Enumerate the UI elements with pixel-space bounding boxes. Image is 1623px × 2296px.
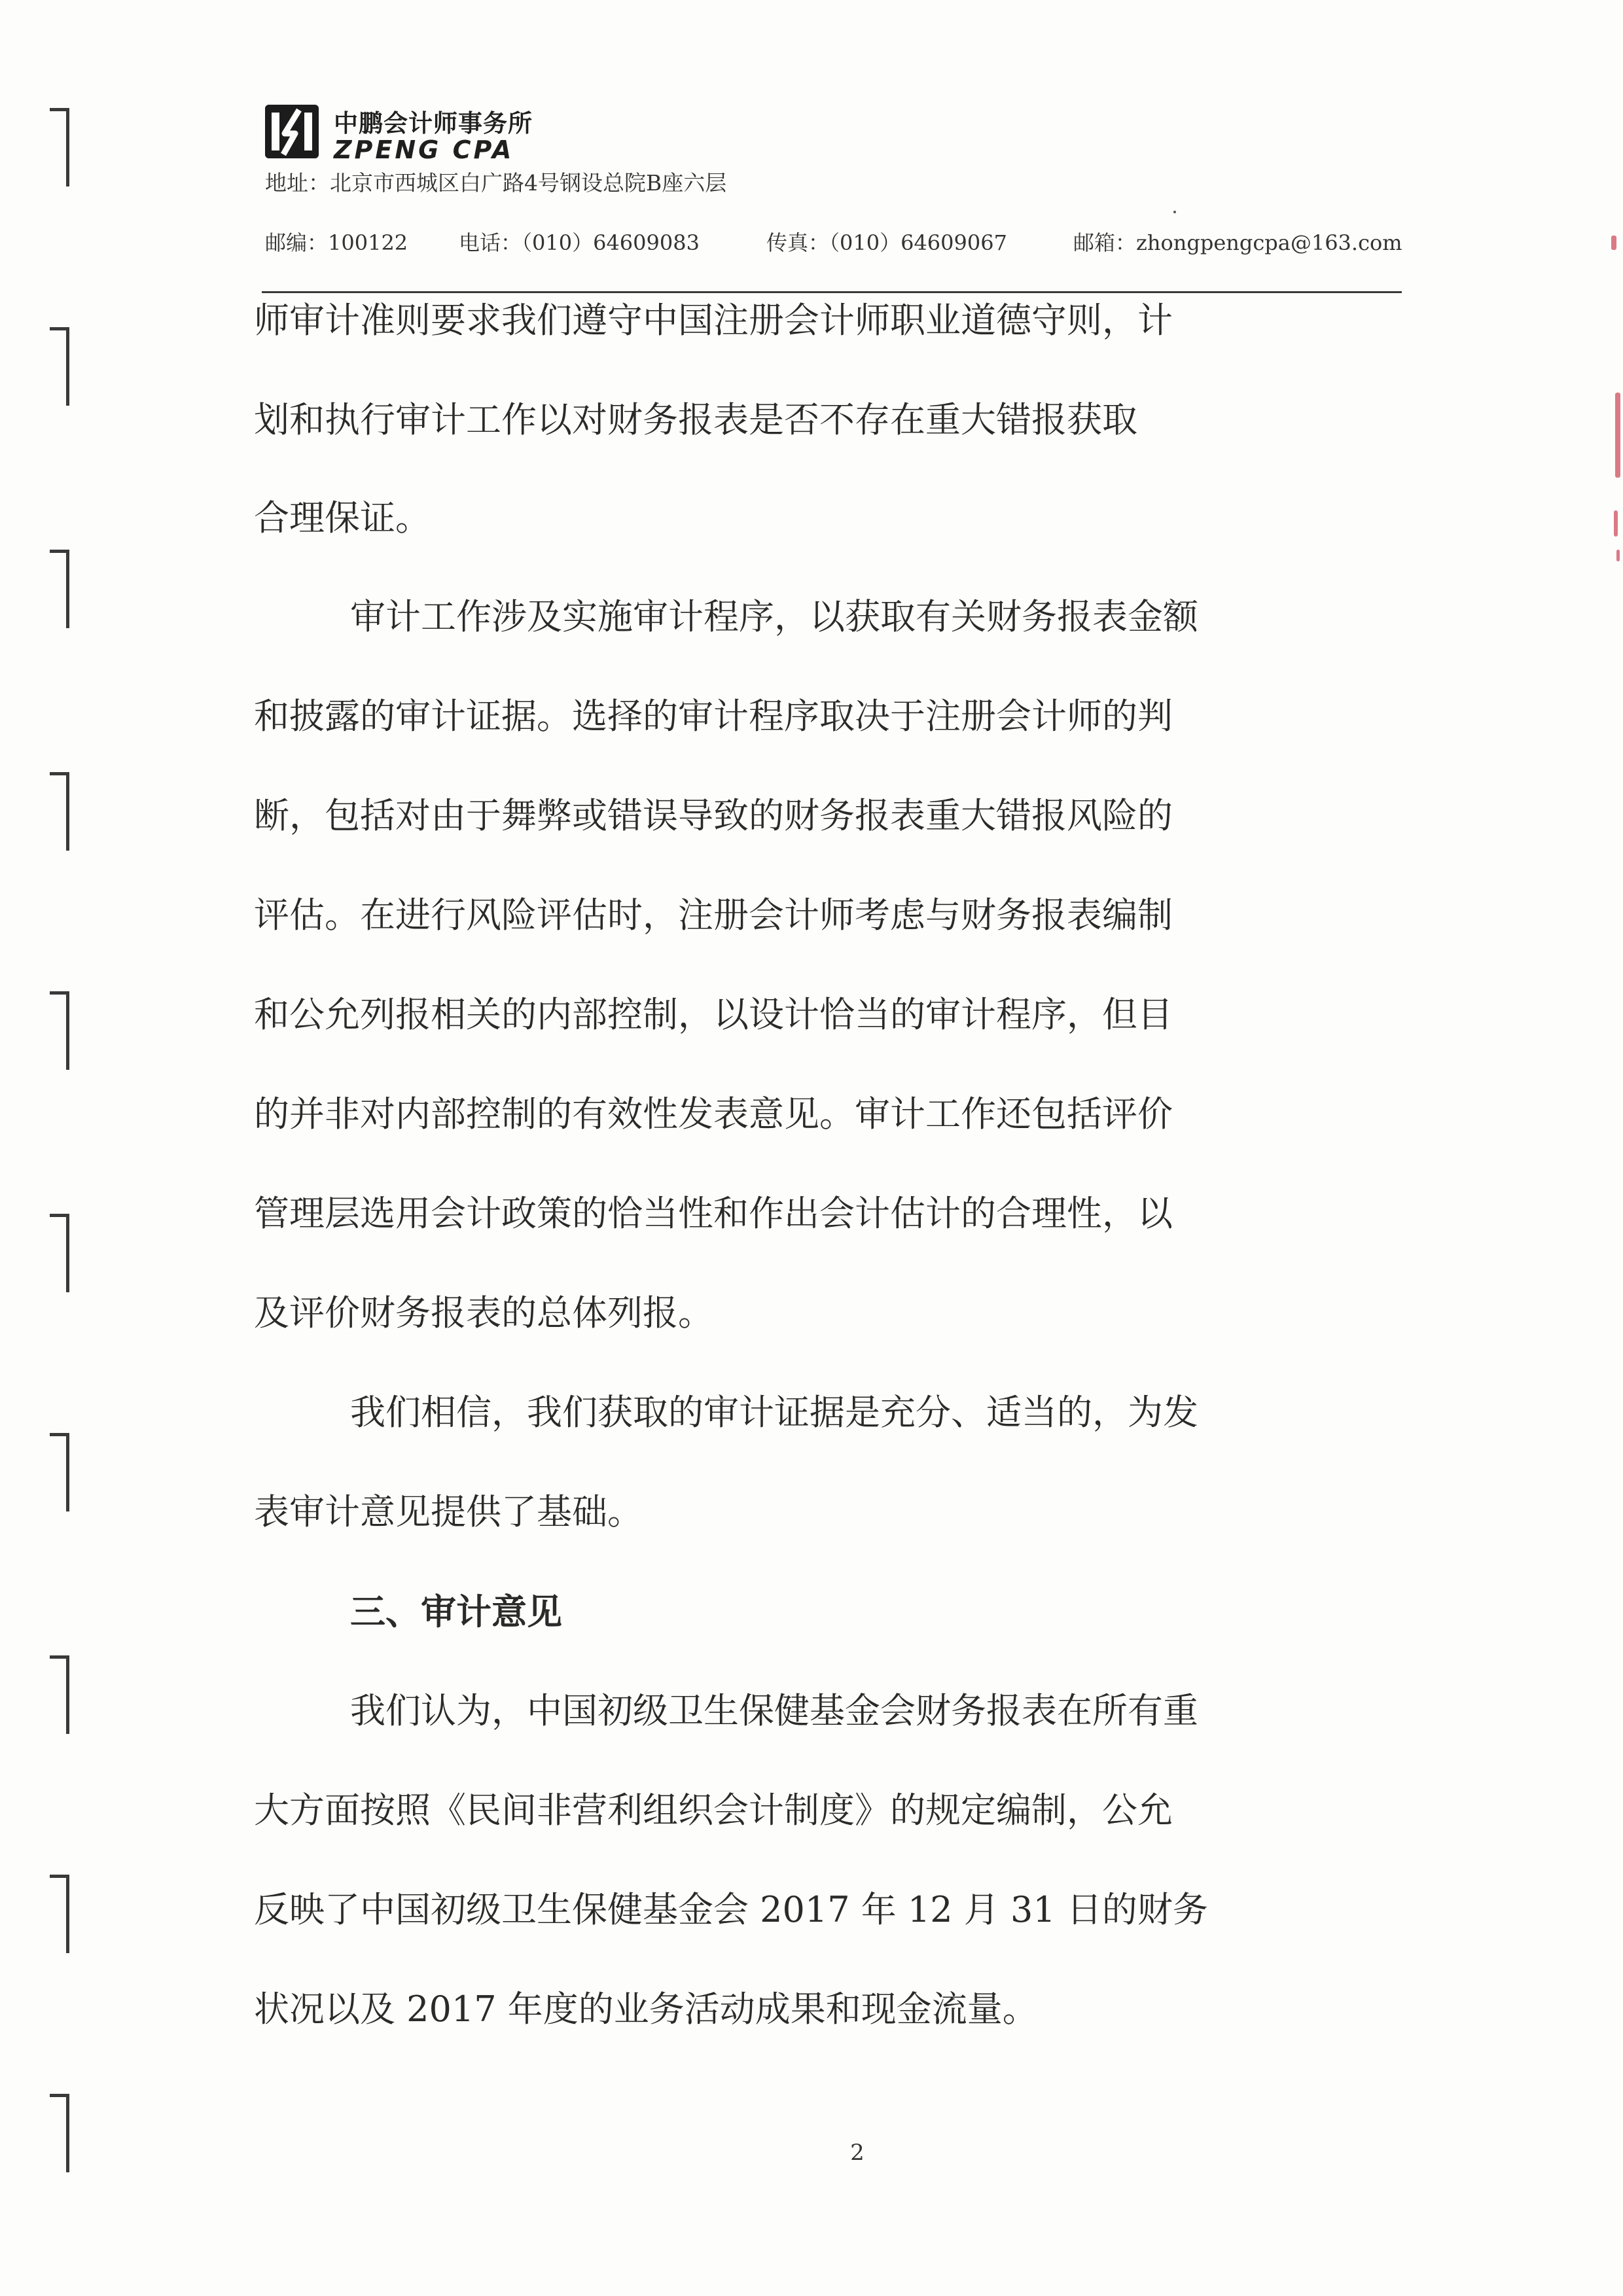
postcode: 邮编：100122 (265, 230, 408, 255)
zpeng-logo-icon (265, 105, 319, 158)
contact-row (265, 226, 1405, 254)
text-line: 划和执行审计工作以对财务报表是否不存在重大错报获取 (254, 399, 1137, 440)
text-line: 断，包括对由于舞弊或错误导致的财务报表重大错报风险的 (254, 795, 1173, 836)
fax-number: 传真：（010）64609067 (766, 230, 1007, 255)
binding-mark (50, 1433, 69, 1511)
seal-speck (1614, 510, 1618, 537)
header-divider (262, 291, 1402, 293)
seal-speck (1611, 236, 1616, 250)
text-line: 我们相信，我们获取的审计证据是充分、适当的，为发 (350, 1392, 1198, 1433)
seal-speck (1615, 393, 1620, 478)
binding-mark (50, 550, 69, 628)
binding-mark (50, 327, 69, 406)
zpeng-logo-icon-graphic (265, 105, 319, 158)
text-line: 大方面按照《民间非营利组织会计制度》的规定编制，公允 (254, 1790, 1173, 1831)
binding-mark (50, 991, 69, 1070)
text-line: 和披露的审计证据。选择的审计程序取决于注册会计师的判 (254, 696, 1173, 737)
text-line: 和公允列报相关的内部控制，以设计恰当的审计程序，但目 (254, 994, 1173, 1035)
binding-mark (50, 1875, 69, 1953)
text-line: 表审计意见提供了基础。 (254, 1491, 643, 1532)
email-address: 邮箱：zhongpengcpa@163.com (1073, 230, 1402, 255)
firm-name-en: ZPENG CPA (334, 135, 514, 164)
binding-mark (50, 2094, 69, 2172)
scan-dot (1173, 211, 1176, 213)
text-line: 管理层选用会计政策的恰当性和作出会计估计的合理性，以 (254, 1193, 1173, 1234)
text-line: 及评价财务报表的总体列报。 (254, 1292, 713, 1333)
text-line: 状况以及 2017 年度的业务活动成果和现金流量。 (254, 1988, 1038, 2030)
text-line: 合理保证。 (254, 497, 431, 539)
firm-address: 地址：北京市西城区白广路4号钢设总院B座六层 (265, 170, 727, 196)
binding-mark (50, 108, 69, 186)
page-number: 2 (850, 2140, 865, 2166)
firm-name-cn: 中鹏会计师事务所 (334, 109, 533, 137)
text-line: 师审计准则要求我们遵守中国注册会计师职业道德守则，计 (254, 300, 1173, 341)
binding-mark (50, 1655, 69, 1734)
text-line: 我们认为，中国初级卫生保健基金会财务报表在所有重 (350, 1690, 1198, 1731)
text-line: 的并非对内部控制的有效性发表意见。审计工作还包括评价 (254, 1093, 1173, 1135)
phone-number: 电话：（010）64609083 (459, 230, 700, 255)
text-line: 评估。在进行风险评估时，注册会计师考虑与财务报表编制 (254, 894, 1173, 936)
seal-speck (1616, 550, 1620, 561)
binding-mark (50, 1214, 69, 1292)
section-heading: 三、审计意见 (350, 1591, 562, 1633)
text-line: 反映了中国初级卫生保健基金会 2017 年 12 月 31 日的财务 (254, 1889, 1208, 1930)
binding-mark (50, 772, 69, 851)
text-line: 审计工作涉及实施审计程序，以获取有关财务报表金额 (350, 596, 1198, 637)
